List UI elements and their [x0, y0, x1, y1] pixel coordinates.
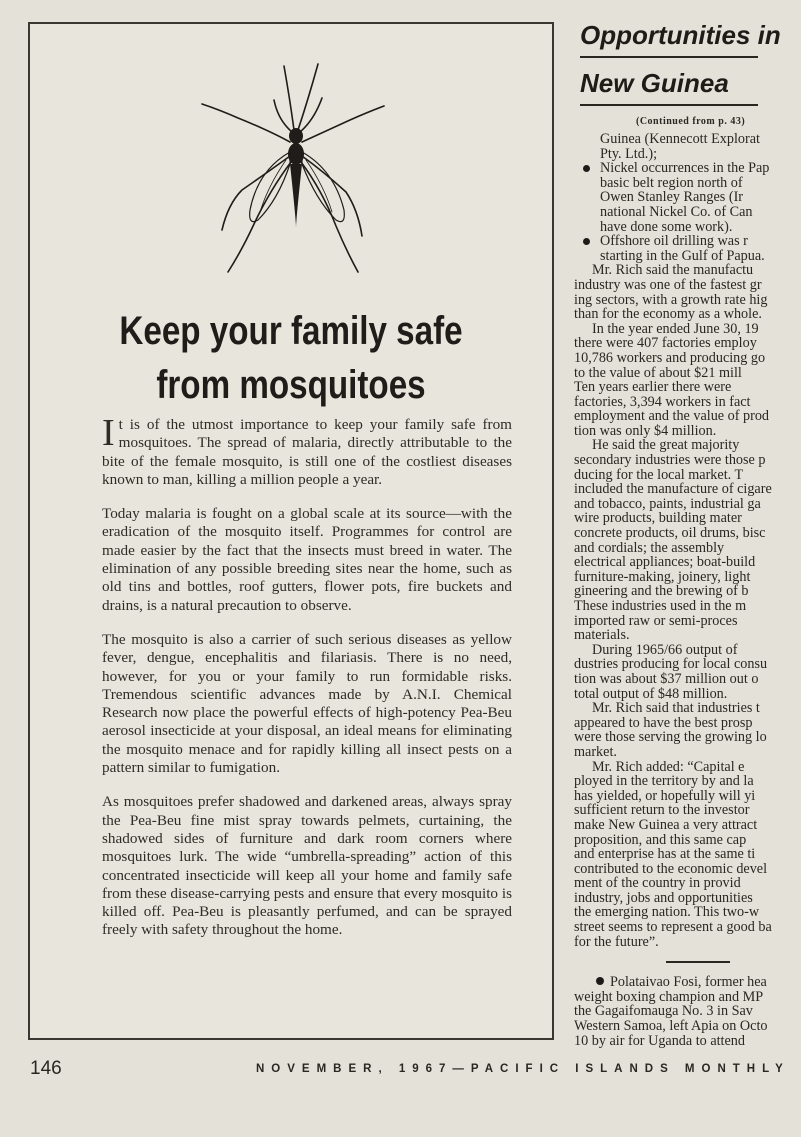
- advert-headline-line2: from mosquitoes: [156, 363, 426, 407]
- article-line: were those serving the growing lo: [574, 729, 767, 746]
- bullet-line: [570, 975, 801, 990]
- article-line: total output of $48 million.: [574, 685, 728, 702]
- article-line: ing sectors, with a growth rate hig: [574, 291, 768, 308]
- running-head: NOVEMBER, 1967—PACIFIC ISLANDS MONTHLY: [256, 1063, 790, 1075]
- mosquito-illustration: [198, 60, 388, 275]
- advert-headline-line1: Keep your family safe: [119, 309, 463, 353]
- article-line: tion was only $4 million.: [574, 422, 717, 439]
- advert-paragraph-text: t is of the utmost importance to keep your family safe from mosquitoes. The spread of malaria, directly attributable to the bite of the female mosquito, is still one of the costliest diseases known to man, killing a million people a year.: [102, 416, 512, 488]
- article-line: and enterprise has at the same ti: [574, 846, 756, 863]
- article-line: starting in the Gulf of Papua.: [600, 247, 765, 264]
- article-line: has yielded, or hopefully will yi: [574, 787, 756, 804]
- article-heading-line1: Opportunities in: [580, 20, 781, 50]
- article-line: make New Guinea a very attract: [574, 816, 758, 833]
- advert-paragraph: The mosquito is also a carrier of such serious diseases as yellow fever, dengue, encephalitis and filariasis. There is no need, however, for you or your family to run formidable risks. Tremendous scientific advances made by A.N.I. Chemical Research now place the powerful effects of high-potency Pea-Beu aerosol insecticide at your disposal, an ideal means for eliminating the mosquito menace and for rapidly killing all insect pests on a pattern similar to fumigation.: [102, 630, 512, 777]
- article-line: have done some work).: [600, 218, 733, 235]
- bullet-dot: [583, 238, 590, 245]
- article-line: the emerging nation. This two-w: [574, 904, 760, 921]
- advert-body: [102, 412, 512, 956]
- page-number: 146: [30, 1058, 62, 1079]
- article-line: imported raw or semi-proces: [574, 612, 738, 629]
- article-line: included the manufacture of cigare: [574, 481, 772, 498]
- article-line: and tobacco, paints, industrial ga: [574, 495, 761, 512]
- article-line: materials.: [574, 627, 630, 644]
- article-line: employment and the value of prod: [574, 408, 770, 425]
- section-separator: [666, 961, 730, 963]
- article-line: to the value of about $21 mill: [574, 364, 742, 381]
- page-footer: [0, 1058, 801, 1082]
- article-line: contributed to the economic devel: [574, 860, 768, 877]
- article-line: Mr. Rich said the manufactu: [592, 262, 754, 279]
- article-line: 10,786 workers and producing go: [574, 349, 766, 366]
- article-line: ployed in the territory by and la: [574, 773, 754, 790]
- article-line: industry was one of the fastest gr: [574, 276, 762, 293]
- article-line: Guinea (Kennecott Explorat: [600, 131, 760, 147]
- article-line: industry, jobs and opportunities: [574, 889, 753, 906]
- heading-rule: [580, 56, 758, 58]
- article-line: proposition, and this same cap: [574, 831, 747, 848]
- bullet-line: [570, 234, 801, 249]
- drop-cap: I: [102, 412, 115, 454]
- article-line: tion was about $37 million out o: [574, 670, 759, 687]
- article-line: national Nickel Co. of Can: [600, 203, 753, 220]
- advert-paragraph: [102, 412, 512, 489]
- article-column: [570, 18, 801, 1048]
- article-line: electrical appliances; boat-build: [574, 554, 756, 571]
- article-line: factories, 3,394 workers in fact: [574, 393, 751, 410]
- article-line: gineering and the brewing of b: [574, 583, 749, 600]
- article-line-text: Nickel occurrences in the Pap: [600, 160, 770, 177]
- article-line: for the future”.: [574, 933, 659, 950]
- advert-paragraph: As mosquitoes prefer shadowed and darkened areas, always spray the Pea-Beu fine mist spray towards pelmets, curtaining, the shadowed sides of furniture and dark room corners where mosquitoes lurk. The wide “umbrella-spreading” action of this concentrated insecticide will keep all your home and family safe from these disease-carrying pests and ensure that every mosquito is killed off. Pea-Beu is pleasantly perfumed, and can be sprayed freely with safety throughout the home.: [102, 793, 512, 939]
- article-line: concrete products, oil drums, bisc: [574, 525, 766, 542]
- article-line: Ten years earlier there were: [574, 379, 732, 396]
- article-line: Owen Stanley Ranges (Ir: [600, 189, 744, 206]
- article-line: and cordials; the assembly: [574, 539, 725, 556]
- bullet-dot: [596, 977, 604, 985]
- advert-paragraph: Today malaria is fought on a global scale at its source—with the eradication of the mosquito itself. Programmes for control are made easier by the fact that the insects must breed in water. The elimination of any possible breeding sites near the home, such as old tins and bottles, roof gutters, flower pots, fire buckets and drains, is a natural precaution to observe.: [102, 505, 512, 614]
- bullet-line: [570, 161, 801, 176]
- article-line: basic belt region north of: [600, 174, 743, 191]
- article-line: the Gagaifomauga No. 3 in Sav: [574, 1003, 753, 1020]
- article-line-text: Polataivao Fosi, former hea: [610, 974, 767, 991]
- article-text: [570, 132, 801, 1048]
- article-line-text: Offshore oil drilling was r: [600, 233, 748, 250]
- article-line: market.: [574, 743, 617, 760]
- article-line: than for the economy as a whole.: [574, 306, 762, 323]
- article-line: He said the great majority: [592, 437, 740, 454]
- article-line: Mr. Rich added: “Capital e: [592, 758, 745, 775]
- article-line: 10 by air for Uganda to attend: [574, 1032, 745, 1048]
- article-line: wire products, building mater: [574, 510, 742, 527]
- article-line: During 1965/66 output of: [592, 641, 738, 658]
- bullet-dot: [583, 165, 590, 172]
- article-line: Western Samoa, left Apia on Octo: [574, 1018, 768, 1035]
- article-heading-line2: New Guinea: [580, 68, 729, 98]
- article-line: Pty. Ltd.);: [600, 145, 658, 162]
- advert-headline: [74, 304, 507, 412]
- article-line: weight boxing champion and MP: [574, 988, 764, 1005]
- article-line: street seems to represent a good ba: [574, 919, 772, 936]
- article-line: furniture-making, joinery, light: [574, 568, 751, 585]
- article-line: In the year ended June 30, 19: [592, 320, 759, 337]
- article-line: secondary industries were those p: [574, 452, 766, 469]
- article-line: appeared to have the best prosp: [574, 714, 753, 731]
- article-line: there were 407 factories employ: [574, 335, 757, 352]
- article-line: ment of the country in provid: [574, 875, 741, 892]
- continued-note: (Continued from p. 43): [636, 116, 746, 127]
- article-line: ducing for the local market. T: [574, 466, 744, 483]
- article-line: Mr. Rich said that industries t: [592, 700, 760, 717]
- heading-rule: [580, 104, 758, 106]
- article-line: These industries used in the m: [574, 598, 747, 614]
- article-line: dustries producing for local consu: [574, 656, 768, 673]
- article-line: sufficient return to the investor: [574, 802, 750, 819]
- advertisement-panel: [28, 22, 554, 1040]
